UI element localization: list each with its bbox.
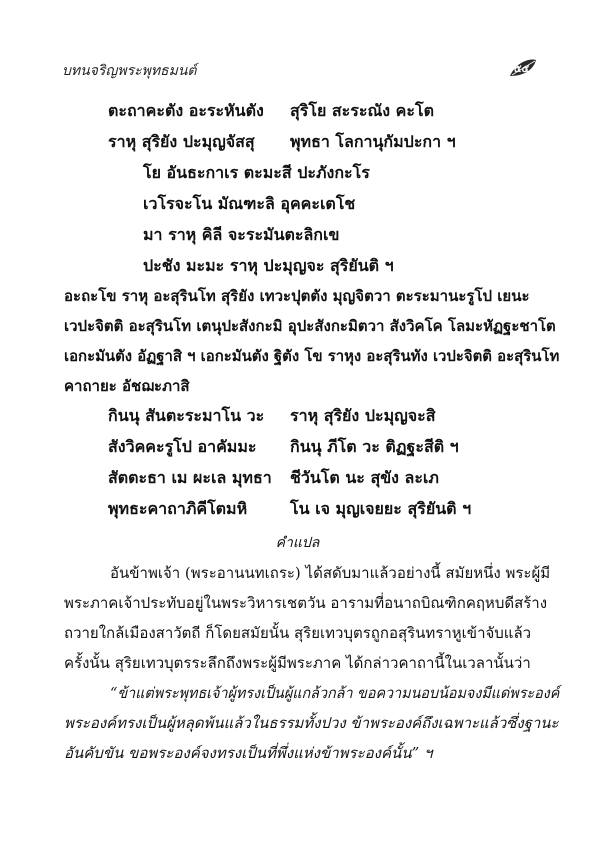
- prose-line3: เอกะมันตัง อัฏฐาสิ ฯ เอกะมันตัง ฐิตัง โข ราหุง อะสุรินทัง เวปะจิตติ อะสุรินโท: [64, 347, 560, 365]
- prose-line2: เวปะจิตติ อะสุรินโท เตนุปะสังกะมิ อุปะสังกะมิตวา สังวิคโค โลมะหัฏฐะชาโต: [64, 317, 556, 335]
- verse2-line4: ปะชัง มะมะ ราหุ ปะมุญจะ สุริยันติ ฯ: [143, 256, 394, 275]
- verse2-line3: มา ราหุ คิลี จะระมันตะลิกเข: [143, 225, 340, 244]
- verse3-line3-a: สัตตะธา เม ผะเล มุทธา: [108, 468, 272, 487]
- verse2-line1: โย อันธะกาเร ตะมะสี ปะภังกะโร: [143, 163, 370, 182]
- verse1-line1-a: ตะถาคะตัง อะระหันตัง: [108, 101, 264, 120]
- translation-line2: พระภาคเจ้าประทับอยู่ในพระวิหารเชตวัน อารามที่อนาถบิณฑิกคฤหบดีสร้าง: [64, 594, 548, 612]
- page-number-emblem: [508, 56, 538, 80]
- prose-line1: อะถะโข ราหุ อะสุรินโท สุริยัง เทวะปุตตัง มุญจิตวา ตะระมานะรูโป เยนะ: [64, 287, 530, 305]
- translation-line1: อันข้าพเจ้า (พระอานนทเถระ) ได้สดับมาแล้วอย่างนี้ สมัยหนึ่ง พระผู้มี: [110, 564, 551, 582]
- verse1-line2-b: พุทธา โลกานุกัมปะกา ฯ: [290, 132, 456, 151]
- translation-line4: ครั้งนั้น สุริยเทวบุตรระลึกถึงพระผู้มีพระภาค ได้กล่าวคาถานี้ในเวลานั้นว่า: [64, 654, 531, 672]
- translation-heading: คำแปล: [275, 535, 320, 551]
- translation-line3: ถวายใกล้เมืองสาวัตถี ก็โดยสมัยนั้น สุริยเทวบุตรถูกอสุรินทราหูเข้าจับแล้ว: [64, 624, 532, 642]
- running-title: บทนจริญพระพุทธมนต์: [62, 63, 197, 79]
- verse3-line1-b: ราหุ สุริยัง ปะมุญจะสิ: [290, 406, 436, 425]
- quote-line3: อันคับขัน ขอพระองค์จงทรงเป็นที่พึ่งแห่งข้าพระองค์นั้น” ฯ: [64, 744, 433, 762]
- verse1-line1-b: สุริโย สะระณัง คะโต: [290, 101, 434, 120]
- quote-line1: “ข้าแต่พระพุทธเจ้าผู้ทรงเป็นผู้แกล้วกล้า ขอความนอบน้อมจงมีแด่พระองค์: [110, 684, 560, 702]
- verse3-line3-b: ชีวันโต นะ สุขัง ละเภ: [290, 468, 439, 487]
- verse3-line2-a: สังวิคคะรูโป อาคัมมะ: [108, 437, 257, 456]
- page-number: ๕๕: [514, 64, 530, 75]
- verse1-line2-a: ราหุ สุริยัง ปะมุญจัสสุ: [108, 132, 255, 151]
- verse2-line2: เวโรจะโน มัณฑะลิ อุคคะเตโช: [143, 194, 356, 213]
- verse3-line2-b: กินนุ ภีโต วะ ติฏฐะสีติ ฯ: [290, 437, 459, 456]
- quote-line2: พระองค์ทรงเป็นผู้หลุดพ้นแล้วในธรรมทั้งปวง ข้าพระองค์ถึงเฉพาะแล้วซึ่งฐานะ: [64, 714, 559, 732]
- verse3-line4-b: โน เจ มุญเจยยะ สุริยันติ ฯ: [290, 499, 472, 518]
- verse3-line1-a: กินนุ สันตะระมาโน วะ: [108, 406, 265, 425]
- prose-line4: คาถายะ อัชฌะภาสิ: [64, 377, 190, 395]
- verse3-line4-a: พุทธะคาถาภิคีโตมหิ: [108, 499, 248, 518]
